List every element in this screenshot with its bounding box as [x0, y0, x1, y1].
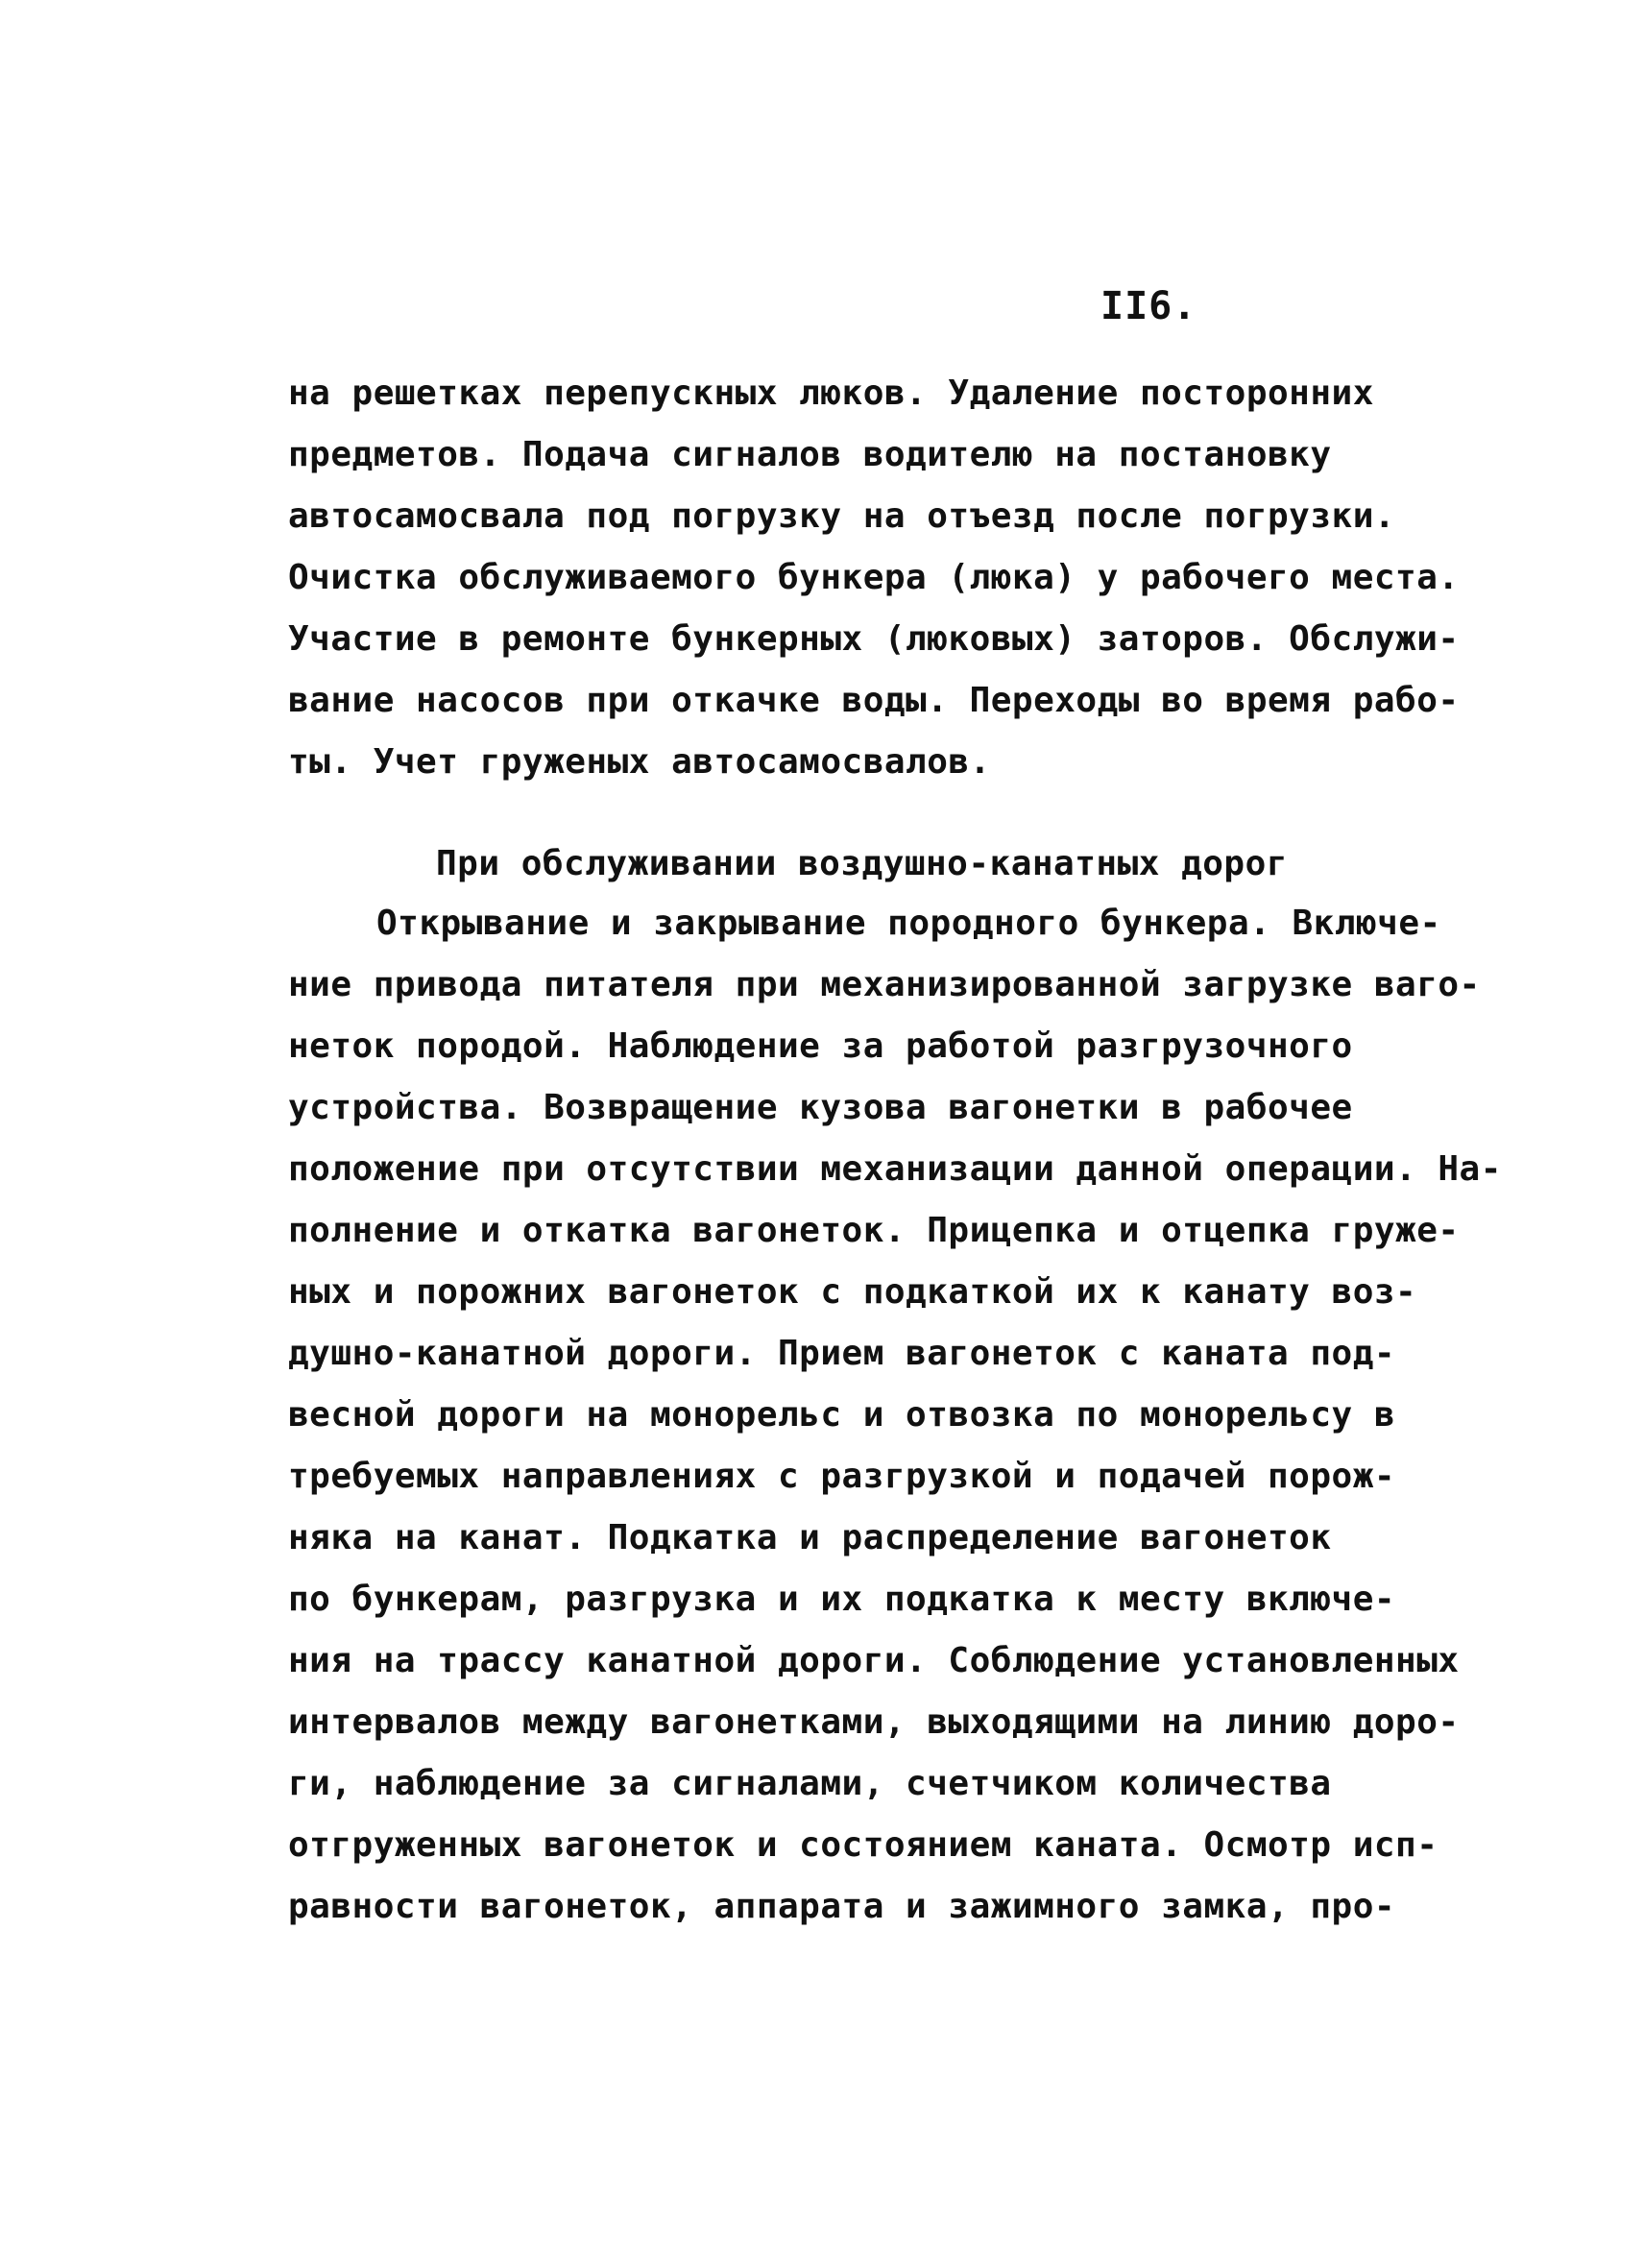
- text-line: положение при отсутствии механизации данной операции. На-: [288, 1149, 1502, 1189]
- text-line: Участие в ремонте бункерных (люковых) заторов. Обслужи-: [288, 619, 1460, 659]
- text-line: интервалов между вагонетками, выходящими на линию доро-: [288, 1702, 1460, 1742]
- text-line: Очистка обслуживаемого бункера (люка) у рабочего места.: [288, 558, 1460, 597]
- text-line: весной дороги на монорельс и отвозка по монорельсу в: [288, 1395, 1396, 1435]
- section-heading: При обслуживании воздушно-канатных дорог: [436, 844, 1288, 883]
- text-line: неток породой. Наблюдение за работой разгрузочного: [288, 1026, 1353, 1066]
- text-line: ги, наблюдение за сигналами, счетчиком количества: [288, 1764, 1332, 1803]
- text-line: на решетках перепускных люков. Удаление посторонних: [288, 374, 1374, 413]
- text-line: устройства. Возвращение кузова вагонетки в рабочее: [288, 1088, 1353, 1127]
- text-line: Открывание и закрывание породного бункера. Включе-: [376, 904, 1441, 943]
- paragraph-1: [288, 363, 1460, 793]
- text-line: требуемых направлениях с разгрузкой и подачей порож-: [288, 1457, 1396, 1496]
- text-line: вание насосов при откачке воды. Переходы во время рабо-: [288, 681, 1460, 720]
- text-line: ние привода питателя при механизированной загрузке ваго-: [288, 965, 1481, 1004]
- text-line: няка на канат. Подкатка и распределение вагонеток: [288, 1518, 1332, 1557]
- text-line: по бункерам, разгрузка и их подкатка к месту включе-: [288, 1580, 1396, 1619]
- text-line: душно-канатной дороги. Прием вагонеток с каната под-: [288, 1334, 1396, 1373]
- paragraph-2: [288, 893, 1502, 1938]
- text-line: равности вагонеток, аппарата и зажимного замка, про-: [288, 1887, 1396, 1926]
- text-line: автосамосвала под погрузку на отъезд после погрузки.: [288, 496, 1396, 536]
- page-number: II6.: [1100, 284, 1197, 328]
- text-line: ты. Учет груженых автосамосвалов.: [288, 742, 991, 782]
- text-line: отгруженных вагонеток и состоянием каната. Осмотр исп-: [288, 1825, 1438, 1865]
- text-line: полнение и откатка вагонеток. Прицепка и отцепка груже-: [288, 1211, 1460, 1250]
- text-line: ных и порожних вагонеток с подкаткой их к канату воз-: [288, 1272, 1417, 1312]
- text-line: предметов. Подача сигналов водителю на постановку: [288, 435, 1332, 474]
- text-line: ния на трассу канатной дороги. Соблюдение установленных: [288, 1641, 1460, 1680]
